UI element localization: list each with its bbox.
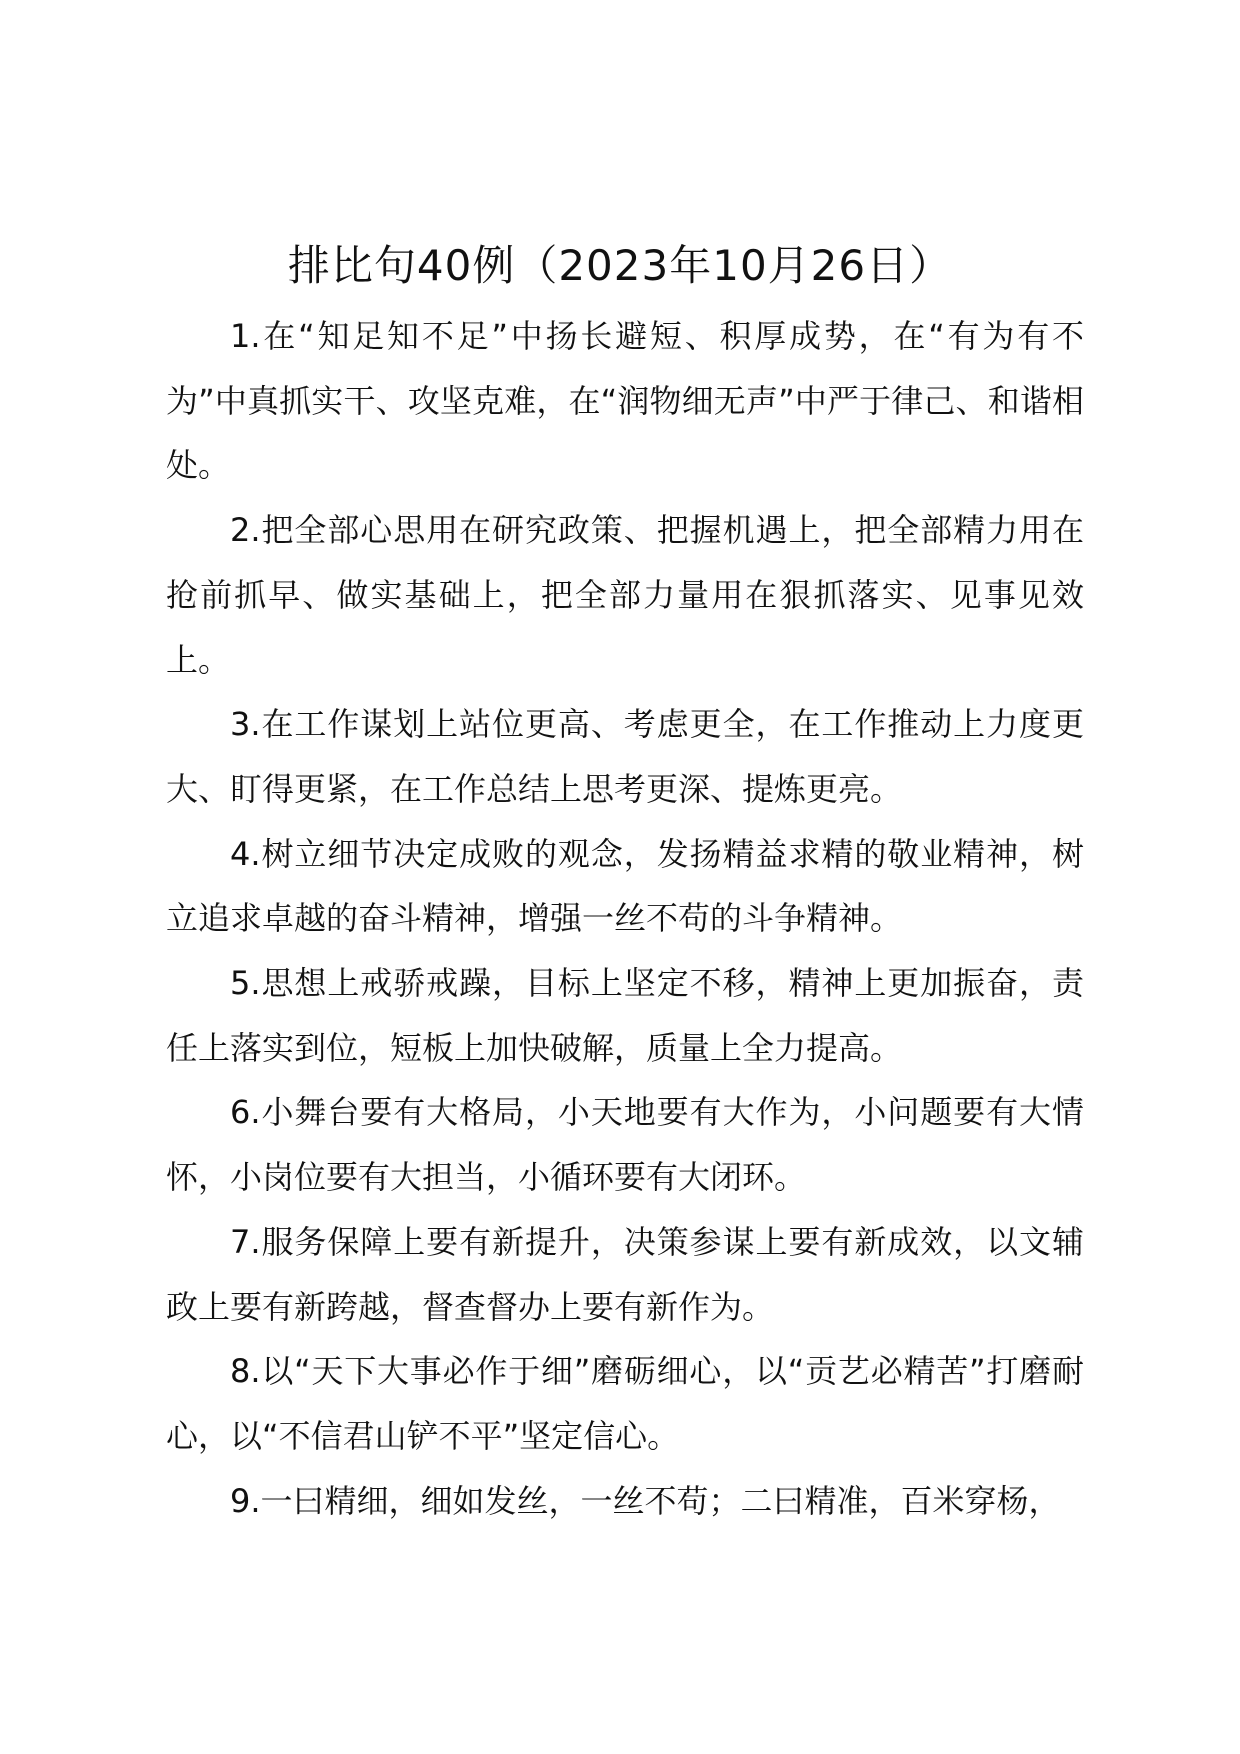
paragraph-5: 5.思想上戒骄戒躁，目标上坚定不移，精神上更加振奋，责任上落实到位，短板上加快破解，质量上全力提高。 xyxy=(166,964,1084,1067)
document-title: 排比句40例（2023年10月26日） xyxy=(287,241,953,290)
paragraph-1: 1.在“知足知不足”中扬长避短、积厚成势，在“有为有不为”中真抓实干、攻坚克难，在“润物细无声”中严于律己、和谐相处。 xyxy=(166,317,1084,485)
paragraph-2: 2.把全部心思用在研究政策、把握机遇上，把全部精力用在抢前抓早、做实基础上，把全部力量用在狠抓落实、见事见效上。 xyxy=(166,511,1084,679)
paragraph-6: 6.小舞台要有大格局，小天地要有大作为，小问题要有大情怀，小岗位要有大担当，小循环要有大闭环。 xyxy=(166,1093,1084,1197)
document-body xyxy=(166,304,1084,1533)
paragraph-7: 7.服务保障上要有新提升，决策参谋上要有新成效，以文辅政上要有新跨越，督查督办上要有新作为。 xyxy=(166,1222,1084,1326)
paragraph-8: 8.以“天下大事必作于细”磨砺细心，以“贡艺必精苦”打磨耐心，以“不信君山铲不平”坚定信心。 xyxy=(166,1352,1084,1455)
paragraph-3: 3.在工作谋划上站位更高、考虑更全，在工作推动上力度更大、盯得更紧，在工作总结上思考更深、提炼更亮。 xyxy=(166,705,1084,808)
paragraph-4: 4.树立细节决定成败的观念，发扬精益求精的敬业精神，树立追求卓越的奋斗精神，增强一丝不苟的斗争精神。 xyxy=(166,834,1084,938)
paragraph-9: 9.一曰精细，细如发丝，一丝不苟；二曰精准，百米穿杨， xyxy=(230,1481,1061,1520)
